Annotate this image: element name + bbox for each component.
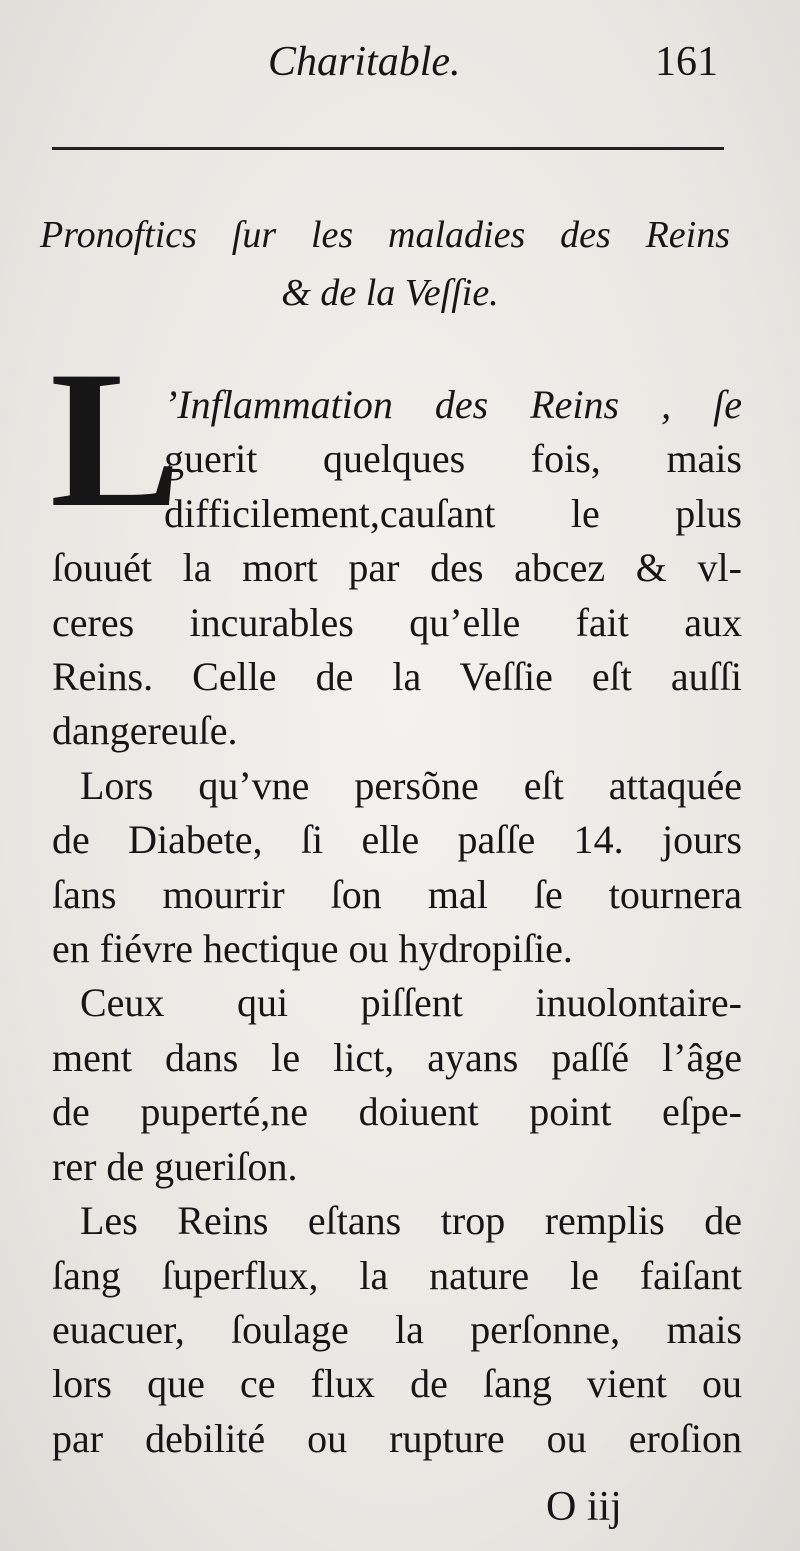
page-number: 161 bbox=[655, 39, 718, 85]
section-heading-line-2: & de la Veſſie. bbox=[281, 272, 499, 314]
text-line: Les Reins eſtans trop remplis de bbox=[80, 1198, 742, 1244]
text-line: Lors qu’vne persõne eſt attaquée bbox=[80, 762, 742, 808]
body-text bbox=[52, 378, 742, 1466]
text-line: rer de gueriſon. bbox=[52, 1143, 298, 1189]
text-line: par debilité ou rupture ou eroſion bbox=[52, 1415, 742, 1461]
drop-cap: L bbox=[50, 331, 181, 548]
text-line: ’Inflammation des Reins , ſe bbox=[164, 382, 742, 427]
text-line: ſang ſuperflux, la nature le faiſant bbox=[52, 1252, 742, 1298]
text-line: de Diabete, ſi elle paſſe 14. jours bbox=[52, 817, 742, 863]
text-line: Ceux qui piſſent inuolontaire- bbox=[80, 980, 742, 1026]
section-heading-line-1: Pronoftics ſur les maladies des Reins bbox=[40, 214, 730, 256]
text-line: ſouuét la mort par des abcez & vl- bbox=[52, 545, 742, 591]
section-heading bbox=[40, 206, 740, 322]
text-line: en fiévre hectique ou hydropiſie. bbox=[52, 926, 573, 972]
text-line: euacuer, ſoulage la perſonne, mais bbox=[52, 1306, 742, 1352]
text-line: dangereuſe. bbox=[52, 708, 238, 754]
text-line: Reins. Celle de la Veſſie eſt auſſi bbox=[52, 654, 742, 700]
text-line: ſans mourrir ſon mal ſe tournera bbox=[52, 871, 742, 917]
running-head: Charitable. bbox=[268, 39, 461, 85]
header-rule bbox=[52, 147, 724, 150]
text-line: ment dans le lict, ayans paſſé l’âge bbox=[52, 1034, 742, 1080]
signature-mark: O iij bbox=[546, 1484, 622, 1530]
text-line: guerit quelques fois, mais bbox=[164, 436, 742, 482]
text-line: ceres incurables qu’elle fait aux bbox=[52, 599, 742, 645]
text-line: de puperté,ne doiuent point eſpe- bbox=[52, 1089, 742, 1135]
text-line: lors que ce flux de ſang vient ou bbox=[52, 1361, 742, 1407]
text-line: difficilement,cauſant le plus bbox=[164, 490, 742, 536]
